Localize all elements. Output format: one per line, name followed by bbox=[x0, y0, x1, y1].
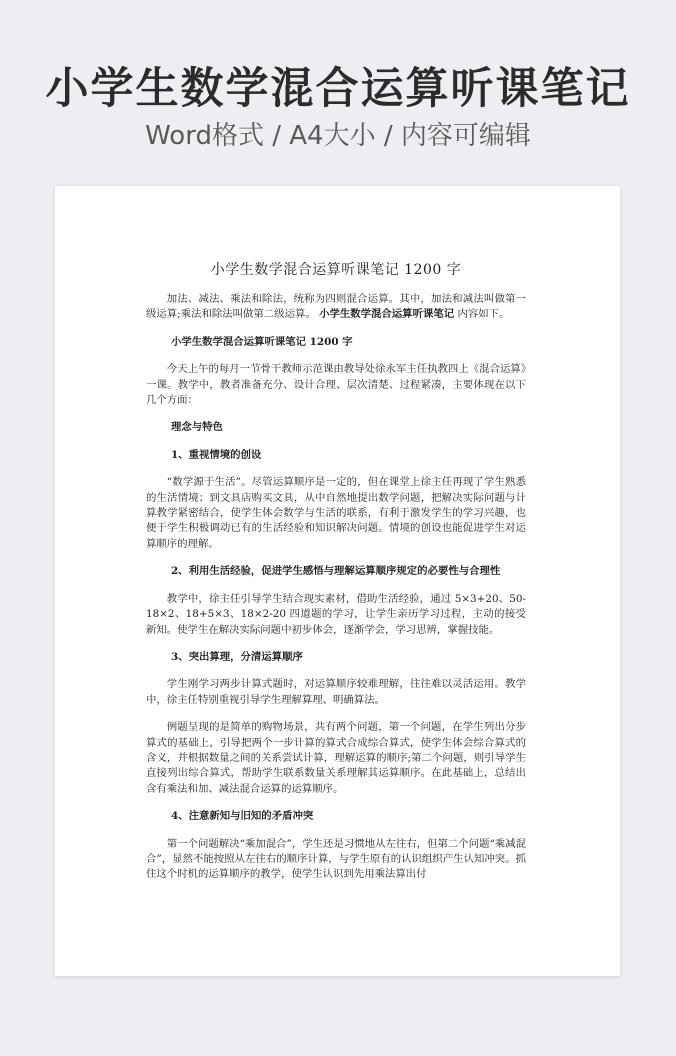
section-heading-4: 4、注意新知与旧知的矛盾冲突 bbox=[170, 810, 314, 823]
document-title: 小学生数学混合运算听课笔记 1200 字 bbox=[210, 262, 462, 278]
intro-paragraph bbox=[146, 292, 526, 323]
section-heading-concept: 理念与特色 bbox=[170, 421, 223, 434]
intro-text-b: 内容如下。 bbox=[457, 308, 510, 321]
intro-text-a: 加法、减法、乘法和除法，统称为四则混合运算。其中，加法和减法叫做第一级运算;乘法和除法叫做第二级运算。 bbox=[146, 293, 526, 321]
intro-bold-text: 小学生数学混合运算听课笔记 bbox=[319, 308, 455, 321]
banner-subtitle: Word格式 / A4大小 / 内容可编辑 bbox=[145, 121, 531, 151]
section-3-paragraph-b: 例题呈现的是简单的购物场景，共有两个问题，第一个问题，在学生列出分步算式的基础上，引导把两个一步计算的算式合成综合算式，使学生体会综合算式的含义，并根据数量之间的关系尝试计算，理解运算的顺序;第二个问题，则引导学生直接列出综合算式，帮助学生联系数量关系理解其运算顺序。在此基础上，总结出含有乘法和加、减法混合运算的运算顺序。 bbox=[146, 721, 526, 795]
opening-paragraph: 今天上午的每月一节骨干教师示范课由教导处徐永军主任执教四上《混合运算》一课。教学中，教者准备充分、设计合理、层次清楚、过程紧凑，主要体现在以下几个方面： bbox=[146, 363, 526, 407]
section-heading-3: 3、突出算理，分清运算顺序 bbox=[170, 650, 303, 663]
document-page bbox=[55, 186, 620, 976]
section-3-paragraph-a: 学生刚学习两步计算式题时，对运算顺序较难理解，往往难以灵活运用。教学中，徐主任特别重视引导学生理解算理、明确算法。 bbox=[146, 678, 526, 706]
section-4-paragraph: 第一个问题解决“乘加混合”，学生还是习惯地从左往右，但第二个问题“乘减混合”，显然不能按照从左往右的顺序计算，与学生原有的认识组织产生认知冲突。抓住这个时机的运算顺序的教学，使学生认识到先用乘法算出付 bbox=[146, 837, 526, 881]
document-subtitle: 小学生数学混合运算听课笔记 1200 字 bbox=[170, 335, 353, 348]
section-heading-1: 1、重视情境的创设 bbox=[170, 448, 262, 461]
section-1-paragraph: “数学源于生活”。尽管运算顺序是一定的，但在课堂上徐主任再现了学生熟悉的生活情境；到文具店购买文具，从中自然地提出数学问题，把解决实际问题与计算教学紧密结合，使学生体会数学与生活的联系，有利于激发学生的学习兴趣，也便于学生积极调动已有的生活经验和知识解决问题。情境的创设也能促进学生对运算顺序的理解。 bbox=[146, 476, 526, 550]
document-body bbox=[146, 260, 526, 895]
banner-title: 小学生数学混合运算听课笔记 bbox=[45, 64, 631, 114]
section-2-paragraph: 教学中，徐主任引导学生结合现实素材，借助生活经验，通过 5×3+20、50-18×2、18+5×3、18×2-20 四道题的学习，让学生亲历学习过程，主动的接受新知。使学生在解决实际问题中初步体会，逐渐学会，学习思辨，掌握技能。 bbox=[146, 592, 526, 636]
section-heading-2: 2、利用生活经验，促进学生感悟与理解运算顺序规定的必要性与合理性 bbox=[170, 565, 501, 578]
